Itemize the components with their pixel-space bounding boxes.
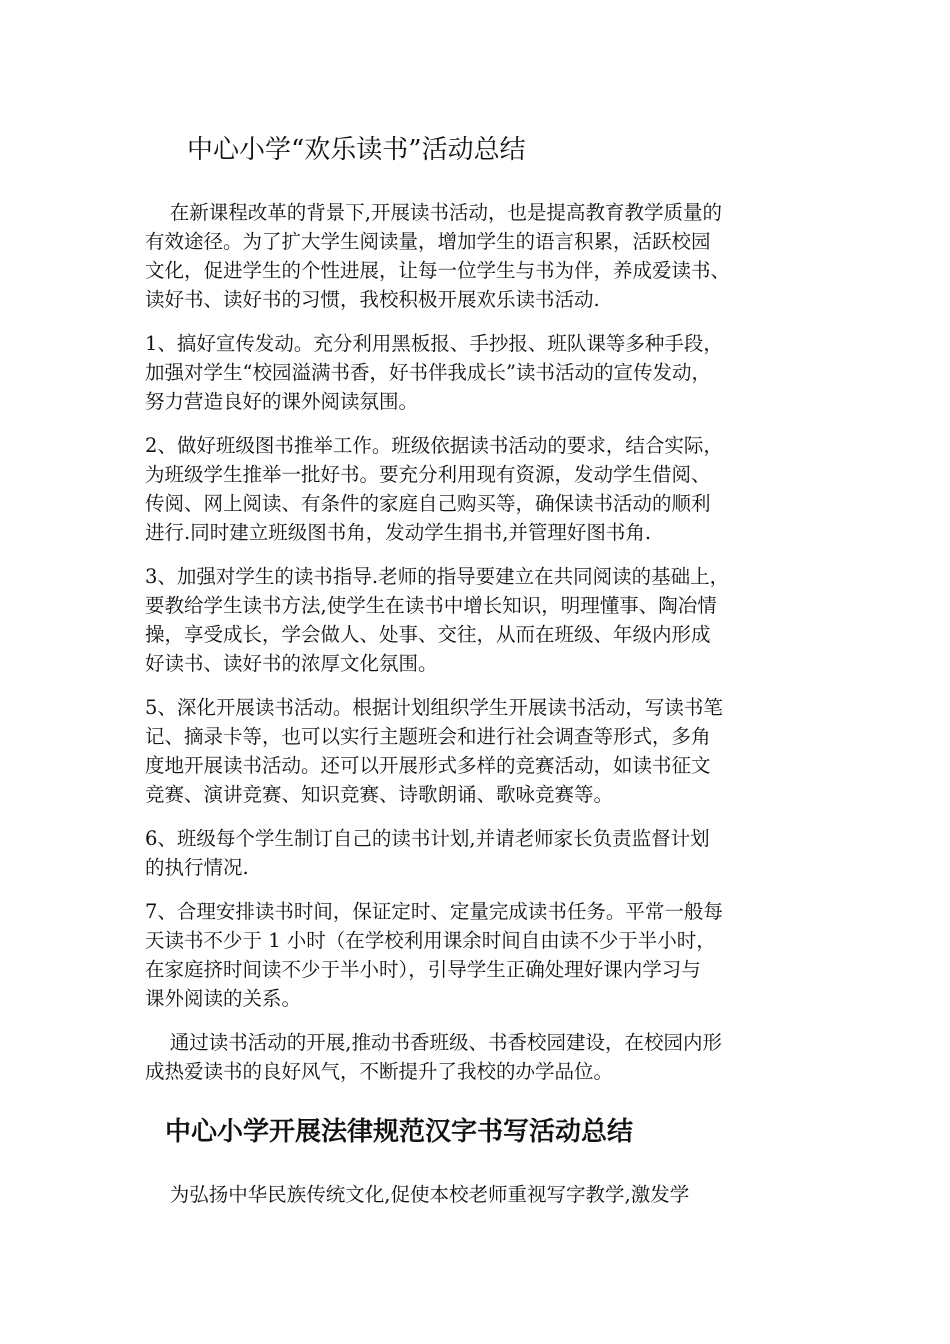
paragraph-list: [145, 198, 825, 1086]
paragraph-line: 度地开展读书活动。还可以开展形式多样的竞赛活动，如读书征文: [145, 754, 711, 777]
paragraph: [145, 198, 825, 314]
paragraph: [145, 431, 825, 547]
paragraph-line: 在新课程改革的背景下,开展读书活动，也是提高教育教学质量的: [145, 201, 722, 224]
paragraph-line: 有效途径。为了扩大学生阅读量，增加学生的语言积累，活跃校园: [145, 230, 711, 253]
paragraph: [145, 824, 825, 882]
paragraph-line: 通过读书活动的开展,推动书香班级、书香校园建设，在校园内形: [145, 1031, 722, 1054]
second-intro: [145, 1180, 825, 1209]
paragraph-line: 2、做好班级图书推举工作。班级依据读书活动的要求，结合实际，: [145, 434, 723, 457]
paragraph: [145, 562, 825, 678]
paragraph-line: 成热爱读书的良好风气，不断提升了我校的办学品位。: [145, 1060, 614, 1083]
paragraph-line: 7、合理安排读书时间，保证定时、定量完成读书任务。平常一般每: [145, 900, 723, 923]
paragraph-line: 进行.同时建立班级图书角，发动学生捐书,并管理好图书角.: [145, 521, 652, 544]
paragraph-line: 竞赛、演讲竞赛、知识竞赛、诗歌朗诵、歌咏竞赛等。: [145, 783, 614, 806]
paragraph-line: 操，享受成长，学会做人、处事、交往，从而在班级、年级内形成: [145, 623, 711, 646]
paragraph-line: 为弘扬中华民族传统文化,促使本校老师重视写字教学,激发学: [145, 1183, 690, 1206]
paragraph-line: 天读书不少于 1 小时（在学校利用课余时间自由读不少于半小时，: [145, 929, 716, 952]
paragraph-line: 3、加强对学生的读书指导.老师的指导要建立在共同阅读的基础上，: [145, 565, 730, 588]
paragraph-line: 课外阅读的关系。: [145, 987, 302, 1010]
paragraph: [145, 693, 825, 809]
paragraph-line: 读好书、读好书的习惯，我校积极开展欢乐读书活动.: [145, 288, 600, 311]
second-title: 中心小学开展法律规范汉字书写活动总结: [165, 1117, 634, 1147]
paragraph-line: 5、深化开展读书活动。根据计划组织学生开展读书活动，写读书笔: [145, 696, 723, 719]
paragraph-line: 努力营造良好的课外阅读氛围。: [145, 390, 419, 413]
paragraph-line: 传阅、网上阅读、有条件的家庭自己购买等，确保读书活动的顺利: [145, 492, 711, 515]
paragraph-line: 6、班级每个学生制订自己的读书计划,并请老师家长负责监督计划: [145, 827, 710, 850]
paragraph-line: 要教给学生读书方法,使学生在读书中增长知识，明理懂事、陶冶情: [145, 594, 717, 617]
paragraph-line: 文化，促进学生的个性进展，让每一位学生与书为伴，养成爱读书、: [145, 259, 731, 282]
paragraph-line: 的执行情况.: [145, 856, 249, 879]
paragraph-line: 好读书、读好书的浓厚文化氛围。: [145, 652, 438, 675]
document-title: 中心小学“欢乐读书”活动总结: [187, 135, 526, 165]
paragraph-line: 为班级学生推举一批好书。要充分利用现有资源，发动学生借阅、: [145, 463, 711, 486]
paragraph-line: 加强对学生“校园溢满书香，好书伴我成长”读书活动的宣传发动，: [145, 361, 711, 384]
paragraph: [145, 1028, 825, 1086]
document-content: [145, 132, 825, 1224]
paragraph: [145, 329, 825, 416]
paragraph-line: 记、摘录卡等，也可以实行主题班会和进行社会调查等形式，多角: [145, 725, 711, 748]
paragraph: [145, 897, 825, 1013]
paragraph-line: 在家庭挤时间读不少于半小时），引导学生正确处理好课内学习与: [145, 958, 701, 981]
paragraph-line: 1、搞好宣传发动。充分利用黑板报、手抄报、班队课等多种手段，: [145, 332, 723, 355]
intro-paragraph: [145, 1180, 825, 1209]
